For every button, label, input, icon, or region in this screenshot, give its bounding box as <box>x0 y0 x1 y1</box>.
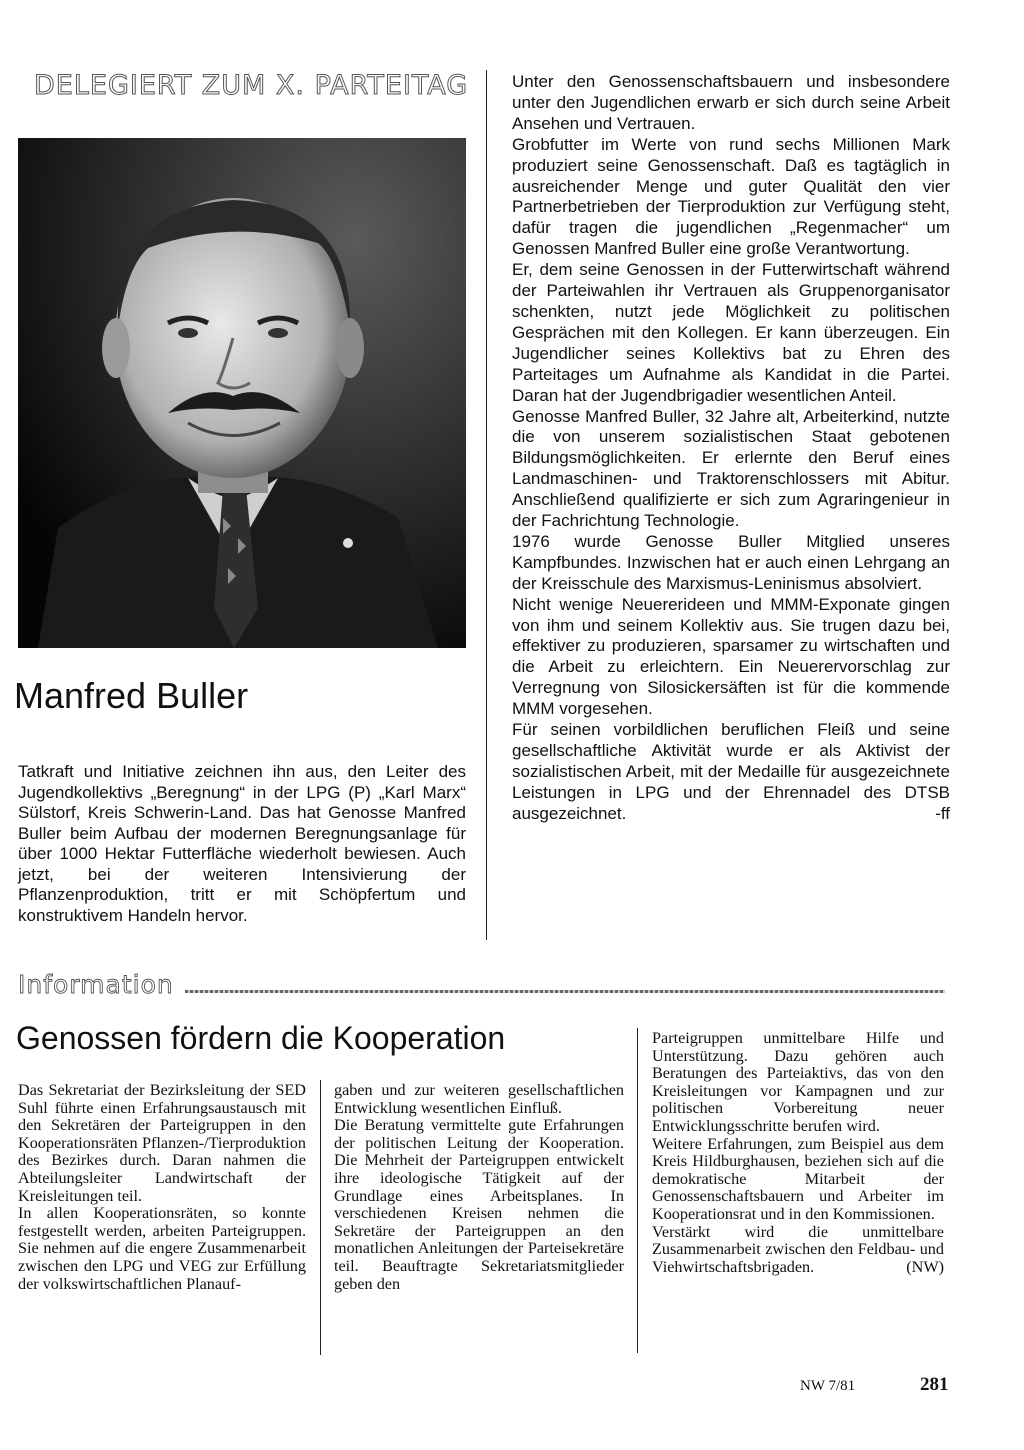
kicker-heading: DELEGIERT ZUM X. PARTEITAG <box>34 70 469 101</box>
news-column-1 <box>18 1082 306 1293</box>
news-paragraph: Die Beratung vermittelte gute Erfahrungen der politischen Leitung der Kooperation. Die Mehrheit der Parteigruppen entwickelt ihre ideologische Tätigkeit auf der Grundlage eines Arbeitsplanes. In verschiedenen Kreisen nehmen die Sekretäre der Parteigruppen an den monatlichen Anleitungen der Parteisekretäre teil. Beauftragte Sekretariatsmitglieder geben den <box>334 1116 624 1293</box>
news-paragraph: gaben und zur weiteren gesellschaftlichen Entwicklung wesentlichen Einfluß. <box>334 1081 624 1117</box>
column-divider <box>486 70 487 940</box>
news-signature: (NW) <box>906 1257 944 1276</box>
profile-paragraph: 1976 wurde Genosse Buller Mitglied unseres Kampfbundes. Inzwischen hat er auch einen Lehrgang an der Kreisschule des Marxismus-Leninismus absolviert. <box>512 531 950 593</box>
profile-paragraph: Unter den Genossenschaftsbauern und insbesondere unter den Jugendlichen erwarb er sich durch seine Arbeit Ansehen und Vertrauen. <box>512 72 950 133</box>
news-paragraph: Weitere Erfahrungen, zum Beispiel aus dem Kreis Hildburghausen, beziehen sich auf die demokratische Mitarbeit der Genossenschaftsbauern und Arbeiter im Kooperationsrat und in den Kommissionen. <box>652 1134 944 1223</box>
portrait-photo <box>18 138 466 648</box>
column-divider <box>637 1028 638 1353</box>
profile-signature: -ff <box>935 803 950 823</box>
news-headline: Genossen fördern die Kooperation <box>16 1020 506 1056</box>
page-number: 281 <box>920 1374 949 1395</box>
issue-label: NW 7/81 <box>800 1378 856 1394</box>
news-paragraph-last <box>652 1224 944 1277</box>
profile-paragraph: Genosse Manfred Buller, 32 Jahre alt, Arbeiterkind, nutzte die von unserem sozialistischen Staat gebotenen Bildungsmöglichkeiten. Er erlernte den Beruf eines Landmaschinen- und Traktorenschlossers mit Abitur. Anschließend qualifizierte er sich zum Agraringenieur in der Fachrichtung Technologie. <box>512 406 950 531</box>
profile-lead-paragraph: Tatkraft und Initiative zeichnen ihn aus, den Leiter des Jugendkollektivs „Beregnung“ in der LPG (P) „Karl Marx“ Sülstorf, Kreis Schwerin-Land. Das hat Genosse Manfred Buller beim Aufbau der modernen Beregnungsanlage für über 1000 Hektar Futterfläche wiederholt bewiesen. Auch jetzt, bei der weiteren Intensivierung der Pflanzenproduktion, tritt er mit Schöpfertum und konstruktivem Handeln hervor. <box>18 762 466 925</box>
news-paragraph: In allen Kooperationsräten, so konnte festgestellt werden, arbeiten Parteigruppen. Sie nehmen auf die engere Zusammenarbeit zwischen den LPG und VEG zur Erfüllung der volkswirtschaftlichen Planauf- <box>18 1204 306 1293</box>
profile-body <box>512 72 950 825</box>
profile-paragraph: Nicht wenige Neuererideen und MMM-Exponate gingen von ihm und seinem Kollektiv aus. Sie trugen dazu bei, effektiver zu produzieren, sparsamer zu wirtschaften und die Arbeit zu erleichtern. Ein Neuerervorschlag zur Verregnung von Silosickersäften ist für die kommende MMM vorgesehen. <box>512 594 950 719</box>
profile-paragraph: Grobfutter im Werte von rund sechs Millionen Mark produziert seine Genossenschaft. Daß es tagtäglich in ausreichender Menge und guter Qualität den vier Partnerbetrieben der Tierproduktion zur Verfügung steht, dafür tragen die jugendlichen „Regenmacher“ um Genossen Manfred Buller eine große Verantwortung. <box>512 134 950 259</box>
news-column-2 <box>334 1082 624 1293</box>
column-divider <box>320 1080 321 1355</box>
section-rule <box>185 990 945 993</box>
profile-name: Manfred Buller <box>14 675 249 716</box>
news-paragraph: Verstärkt wird die unmittelbare Zusammenarbeit zwischen den Feldbau- und Viehwirtschaftsbrigaden. <box>652 1222 944 1276</box>
news-paragraph: Parteigruppen unmittelbare Hilfe und Unterstützung. Dazu gehören auch Beratungen des Parteiaktivs, das von den Kreisleitungen vor Kampagnen und zur politischen Vorbereitung neuer Entwicklungsschritte berufen wird. <box>652 1029 944 1135</box>
news-paragraph: Das Sekretariat der Bezirksleitung der SED Suhl führte einen Erfahrungsaustausch mit den Sekretären der Parteigruppen in den Kooperationsräten Pflanzen-/Tierproduktion des Bezirkes durch. Daran nahmen die Abteilungsleiter Landwirtschaft der Kreisleitungen teil. <box>18 1081 306 1205</box>
profile-paragraph: Er, dem seine Genossen in der Futterwirtschaft während der Parteiwahlen ihr Vertrauen als Gruppenorganisator schenkten, nutzt jede Möglichkeit zu politischen Gesprächen mit den Kollegen. Er kann überzeugen. Ein Jugendlicher seines Kollektivs bat zu Ehren des Parteitages um Aufnahme als Kandidat in die Partei. Daran hat der Jugendbrigadier wesentlichen Anteil. <box>512 260 950 405</box>
section-label-information: Information <box>18 970 174 999</box>
profile-paragraph-last <box>512 720 950 825</box>
portrait-illustration <box>18 138 466 648</box>
news-column-3 <box>652 1030 944 1276</box>
profile-paragraph: Für seinen vorbildlichen beruflichen Fleiß und seine gesellschaftliche Aktivität wurde er als Aktivist der sozialistischen Arbeit, mit der Medaille für ausgezeichnete Leistungen in LPG und der Ehrennadel des DTSB ausgezeichnet. <box>512 720 950 823</box>
